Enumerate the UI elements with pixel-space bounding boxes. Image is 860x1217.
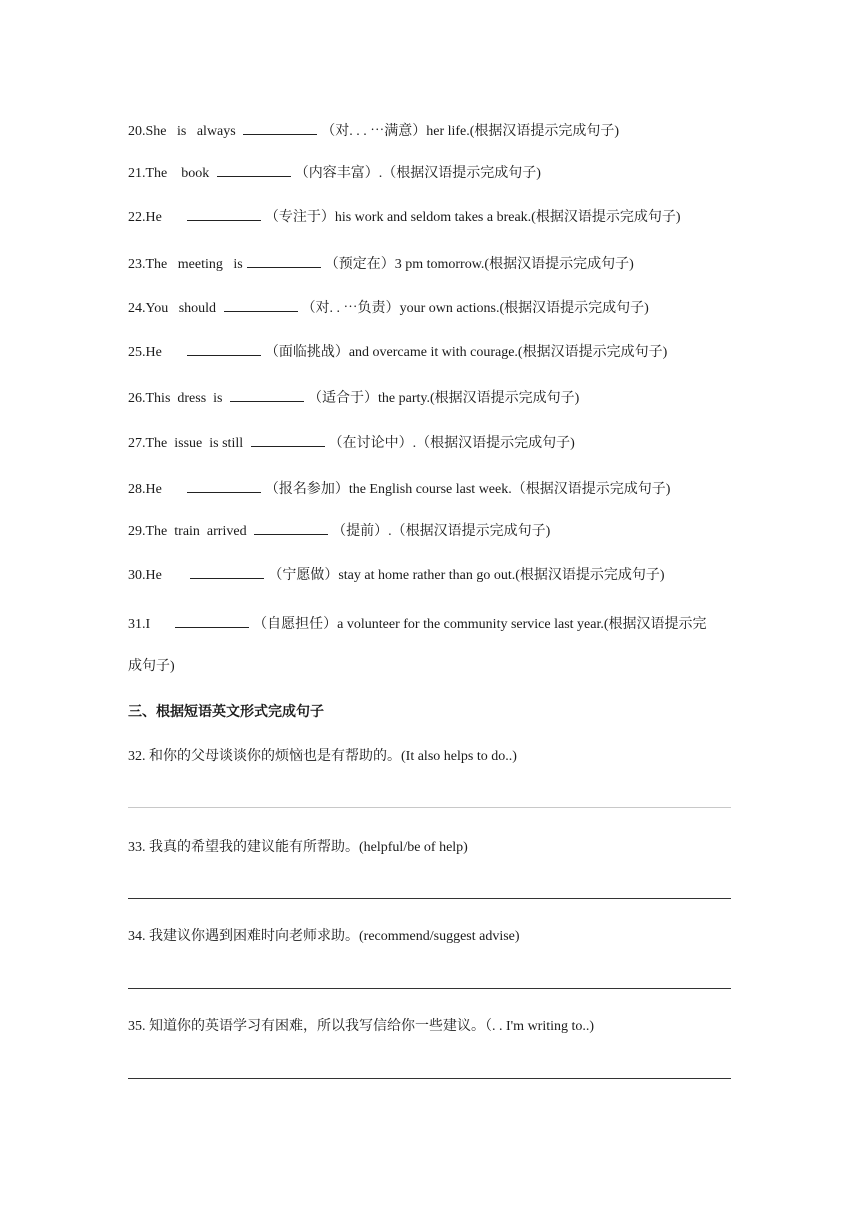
translation-question-34: 34. 我建议你遇到困难时向老师求助。(recommend/suggest advise) xyxy=(128,929,520,944)
answer-line-35[interactable] xyxy=(128,1078,731,1079)
instruction-tag: (根据汉语提示完成句子) xyxy=(484,257,634,272)
question-23 xyxy=(128,253,738,275)
question-22 xyxy=(128,206,738,228)
question-text: a volunteer for the community service last year. xyxy=(337,617,604,632)
answer-line-34[interactable] xyxy=(128,988,731,989)
question-text: stay at home rather than go out. xyxy=(338,568,516,583)
question-30 xyxy=(128,564,738,586)
instruction-tag: (根据汉语提示完成句子) xyxy=(515,568,665,583)
question-number: 20.She xyxy=(128,124,167,139)
instruction-tag: (根据汉语提示完 xyxy=(603,617,707,632)
question-20 xyxy=(128,120,738,142)
answer-blank[interactable] xyxy=(175,613,249,628)
question-number: 24.You xyxy=(128,301,169,316)
question-number: 23.The xyxy=(128,257,168,272)
question-number: 21.The xyxy=(128,166,168,181)
question-31 xyxy=(128,613,738,635)
question-29 xyxy=(128,520,738,542)
translation-question-32: 32. 和你的父母谈谈你的烦恼也是有帮助的。(It also helps to do..) xyxy=(128,749,517,764)
question-24 xyxy=(128,297,738,319)
chinese-hint: （对. . . ⋯满意） xyxy=(321,124,427,139)
chinese-hint: （面临挑战） xyxy=(264,345,349,360)
question-21 xyxy=(128,162,738,184)
instruction-tag: （根据汉语提示完成句子) xyxy=(511,482,671,497)
chinese-hint: （在讨论中）. xyxy=(328,436,417,451)
question-number: 25.He xyxy=(128,345,162,360)
question-word: should xyxy=(178,301,217,316)
answer-blank[interactable] xyxy=(243,120,317,135)
answer-blank[interactable] xyxy=(187,206,261,221)
instruction-tag: (根据汉语提示完成句子) xyxy=(499,301,649,316)
answer-blank[interactable] xyxy=(251,432,325,447)
translation-question-35: 35. 知道你的英语学习有困难，所以我写信给你一些建议。（. . I'm writing to..) xyxy=(128,1019,595,1034)
question-word: dress xyxy=(177,391,207,406)
instruction-tag: (根据汉语提示完成句子) xyxy=(429,391,580,406)
translation-question-33: 33. 我真的希望我的建议能有所帮助。(helpful/be of help) xyxy=(128,840,468,855)
answer-blank[interactable] xyxy=(217,162,291,177)
question-number: 30.He xyxy=(128,568,162,583)
question-word: is still xyxy=(209,436,244,451)
answer-line-33[interactable] xyxy=(128,898,731,899)
question-number: 31.I xyxy=(128,617,151,632)
question-text: his work and seldom takes a break. xyxy=(334,210,532,225)
question-number: 29.The xyxy=(128,524,168,539)
question-word: book xyxy=(181,166,210,181)
section-heading: 三、根据短语英文形式完成句子 xyxy=(128,704,324,720)
question-number: 27.The xyxy=(128,436,168,451)
question-text: the party. xyxy=(378,391,430,406)
question-31-continuation: 成句子) xyxy=(128,659,175,674)
instruction-tag: (根据汉语提示完成句子) xyxy=(517,345,668,360)
question-word: issue xyxy=(174,436,203,451)
question-text: the English course last week. xyxy=(348,482,512,497)
answer-line-32[interactable] xyxy=(128,807,731,808)
answer-blank[interactable] xyxy=(187,478,261,493)
instruction-tag: （根据汉语提示完成句子) xyxy=(416,436,575,451)
answer-blank[interactable] xyxy=(254,520,328,535)
answer-blank[interactable] xyxy=(224,297,298,312)
question-text: and overcame it with courage. xyxy=(348,345,518,360)
question-number: 28.He xyxy=(128,482,162,497)
question-word: is xyxy=(177,124,187,139)
instruction-tag: (根据汉语提示完成句子) xyxy=(469,124,620,139)
question-text: her life. xyxy=(426,124,470,139)
question-word: is xyxy=(213,391,223,406)
answer-blank[interactable] xyxy=(187,341,261,356)
answer-blank[interactable] xyxy=(230,387,304,402)
chinese-hint: （报名参加） xyxy=(264,482,349,497)
question-26 xyxy=(128,387,738,409)
question-28 xyxy=(128,478,738,500)
answer-blank[interactable] xyxy=(247,253,321,268)
chinese-hint: （预定在） xyxy=(324,257,395,272)
question-word: meeting xyxy=(177,257,223,272)
chinese-hint: （适合于） xyxy=(308,391,379,406)
instruction-tag: （根据汉语提示完成句子) xyxy=(391,524,551,539)
question-word: always xyxy=(196,124,236,139)
instruction-tag: （根据汉语提示完成句子) xyxy=(382,166,541,181)
question-number: 26.This xyxy=(128,391,171,406)
chinese-hint: （宁愿做） xyxy=(268,568,339,583)
question-word: arrived xyxy=(206,524,247,539)
chinese-hint: （自愿担任） xyxy=(253,617,338,632)
instruction-tag: (根据汉语提示完成句子) xyxy=(531,210,681,225)
question-27 xyxy=(128,432,738,454)
question-text: your own actions. xyxy=(399,301,500,316)
question-25 xyxy=(128,341,738,363)
question-word: train xyxy=(174,524,200,539)
question-word: is xyxy=(233,257,243,272)
chinese-hint: （专注于） xyxy=(264,210,335,225)
chinese-hint: （提前）. xyxy=(332,524,392,539)
question-text: 3 pm tomorrow. xyxy=(394,257,485,272)
question-number: 22.He xyxy=(128,210,162,225)
chinese-hint: （对. . ⋯负责） xyxy=(301,301,400,316)
answer-blank[interactable] xyxy=(190,564,264,579)
chinese-hint: （内容丰富）. xyxy=(294,166,383,181)
